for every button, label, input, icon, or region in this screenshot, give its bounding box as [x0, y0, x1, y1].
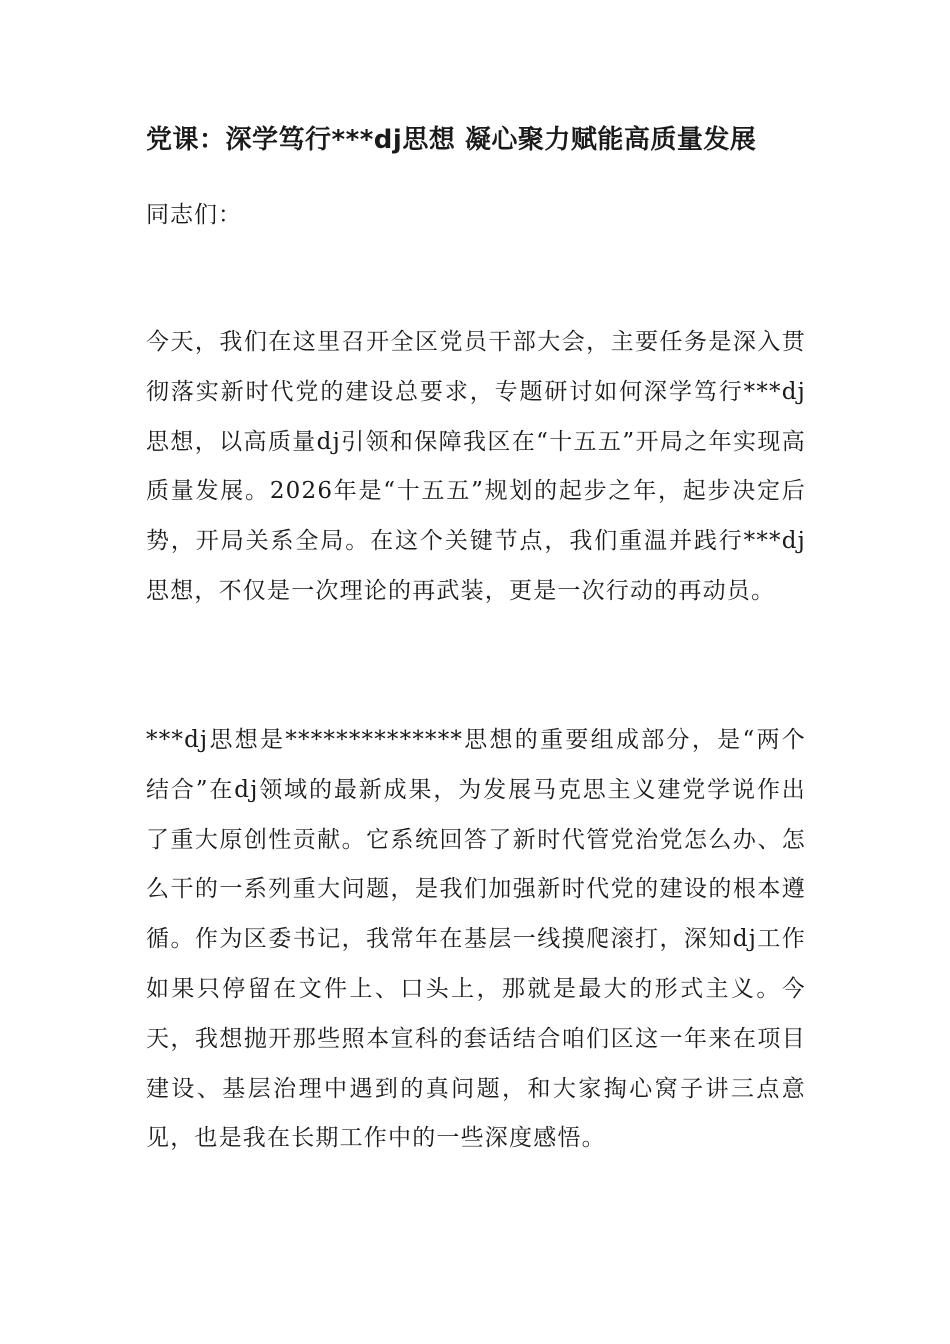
- salutation: 同志们：: [146, 202, 242, 228]
- document-title: 党课：深学笃行***dj思想 凝心聚力赋能高质量发展: [146, 125, 757, 155]
- paragraph-2: ***dj思想是**************思想的重要组成部分，是“两个结合”在dj领域的最新成果，为发展马克思主义建党学说作出了重大原创性贡献。它系统回答了新时代管党治党怎么办、怎么干的一系列重大问题，是我们加强新时代党的建设的根本遵循。作为区委书记，我常年在基层一线摸爬滚打，深知dj工作如果只停留在文件上、口头上，那就是最大的形式主义。今天，我想抛开那些照本宣科的套话结合咱们区这一年来在项目建设、基层治理中遇到的真问题，和大家掏心窝子讲三点意见，也是我在长期工作中的一些深度感悟。: [146, 727, 806, 1152]
- paragraph-1: 今天，我们在这里召开全区党员干部大会，主要任务是深入贯彻落实新时代党的建设总要求，专题研讨如何深学笃行***dj思想，以高质量dj引领和保障我区在“十五五”开局之年实现高质量发展。2026年是“十五五”规划的起步之年，起步决定后势，开局关系全局。在这个关键节点，我们重温并践行***dj思想，不仅是一次理论的再武装，更是一次行动的再动员。: [146, 329, 806, 604]
